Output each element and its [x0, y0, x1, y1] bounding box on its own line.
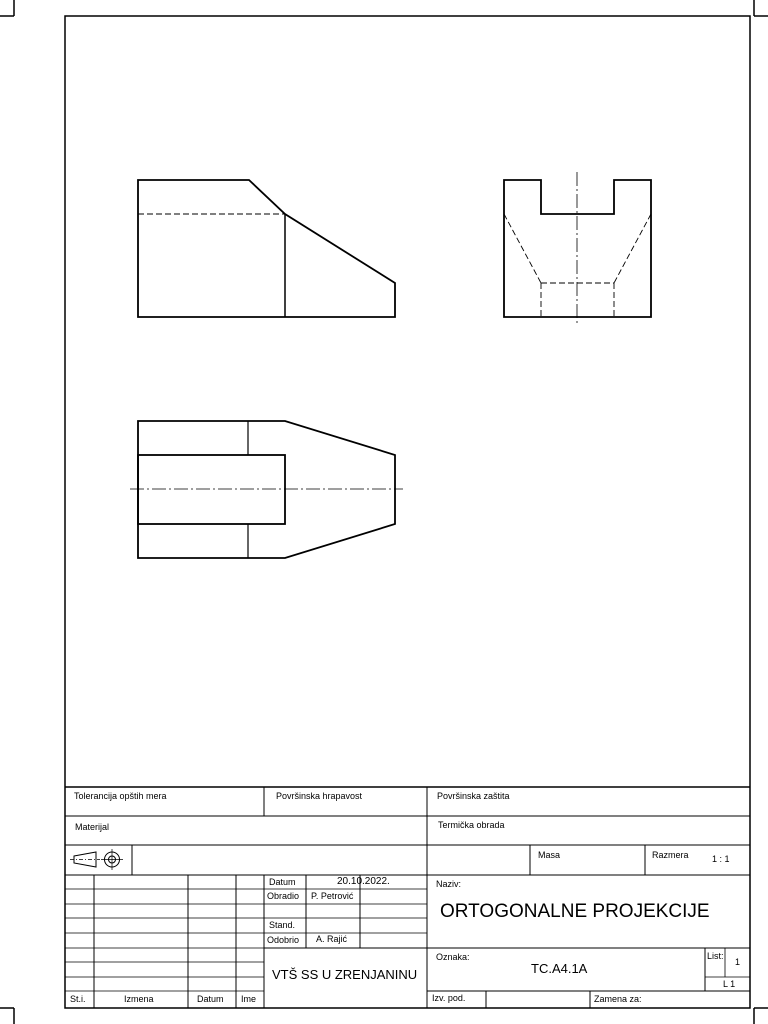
change-date-col-label: Datum — [197, 994, 224, 1004]
date-value: 20.10.2022. — [337, 876, 390, 887]
sheet-count: L 1 — [723, 979, 736, 989]
standard-label: Stand. — [269, 920, 296, 930]
protection-label: Površinska zaštita — [437, 791, 510, 801]
derived-from-label: Izv. pod. — [432, 993, 466, 1003]
change-name-col-label: Ime — [241, 994, 257, 1004]
replaces-label: Zamena za: — [594, 994, 642, 1004]
drawn-by-label: Obradio — [267, 891, 300, 901]
designation-label: Oznaka: — [436, 952, 470, 962]
side-view — [504, 172, 651, 326]
tolerance-label: Tolerancija opštih mera — [74, 791, 167, 801]
drawing-title: ORTOGONALNE PROJEKCIJE — [440, 901, 710, 922]
material-label: Materijal — [75, 822, 110, 832]
heat-treatment-label: Termička obrada — [438, 820, 505, 830]
projection-circle-icon — [101, 849, 123, 870]
front-view — [138, 180, 395, 317]
approved-by-label: Odobrio — [267, 935, 300, 945]
scale-value: 1 : 1 — [712, 854, 730, 864]
drawing-frame — [65, 16, 750, 1008]
top-view — [130, 421, 403, 558]
projection-cone-icon — [70, 852, 100, 867]
date-label: Datum — [269, 877, 296, 887]
change-col-label: Izmena — [124, 994, 154, 1004]
sheet-label: List: — [707, 951, 724, 961]
scale-label: Razmera — [652, 850, 689, 860]
name-label: Naziv: — [436, 879, 462, 889]
drawn-by-value: P. Petrović — [311, 891, 354, 901]
mass-label: Masa — [538, 850, 561, 860]
revision-col-label: St.i. — [70, 994, 86, 1004]
sheet-value: 1 — [735, 957, 741, 967]
roughness-label: Površinska hrapavost — [276, 791, 363, 801]
institution-name: VTŠ SS U ZRENJANINU — [272, 967, 418, 982]
designation-value: TC.A4.1A — [531, 961, 588, 976]
approved-by-value: A. Rajić — [316, 934, 348, 944]
